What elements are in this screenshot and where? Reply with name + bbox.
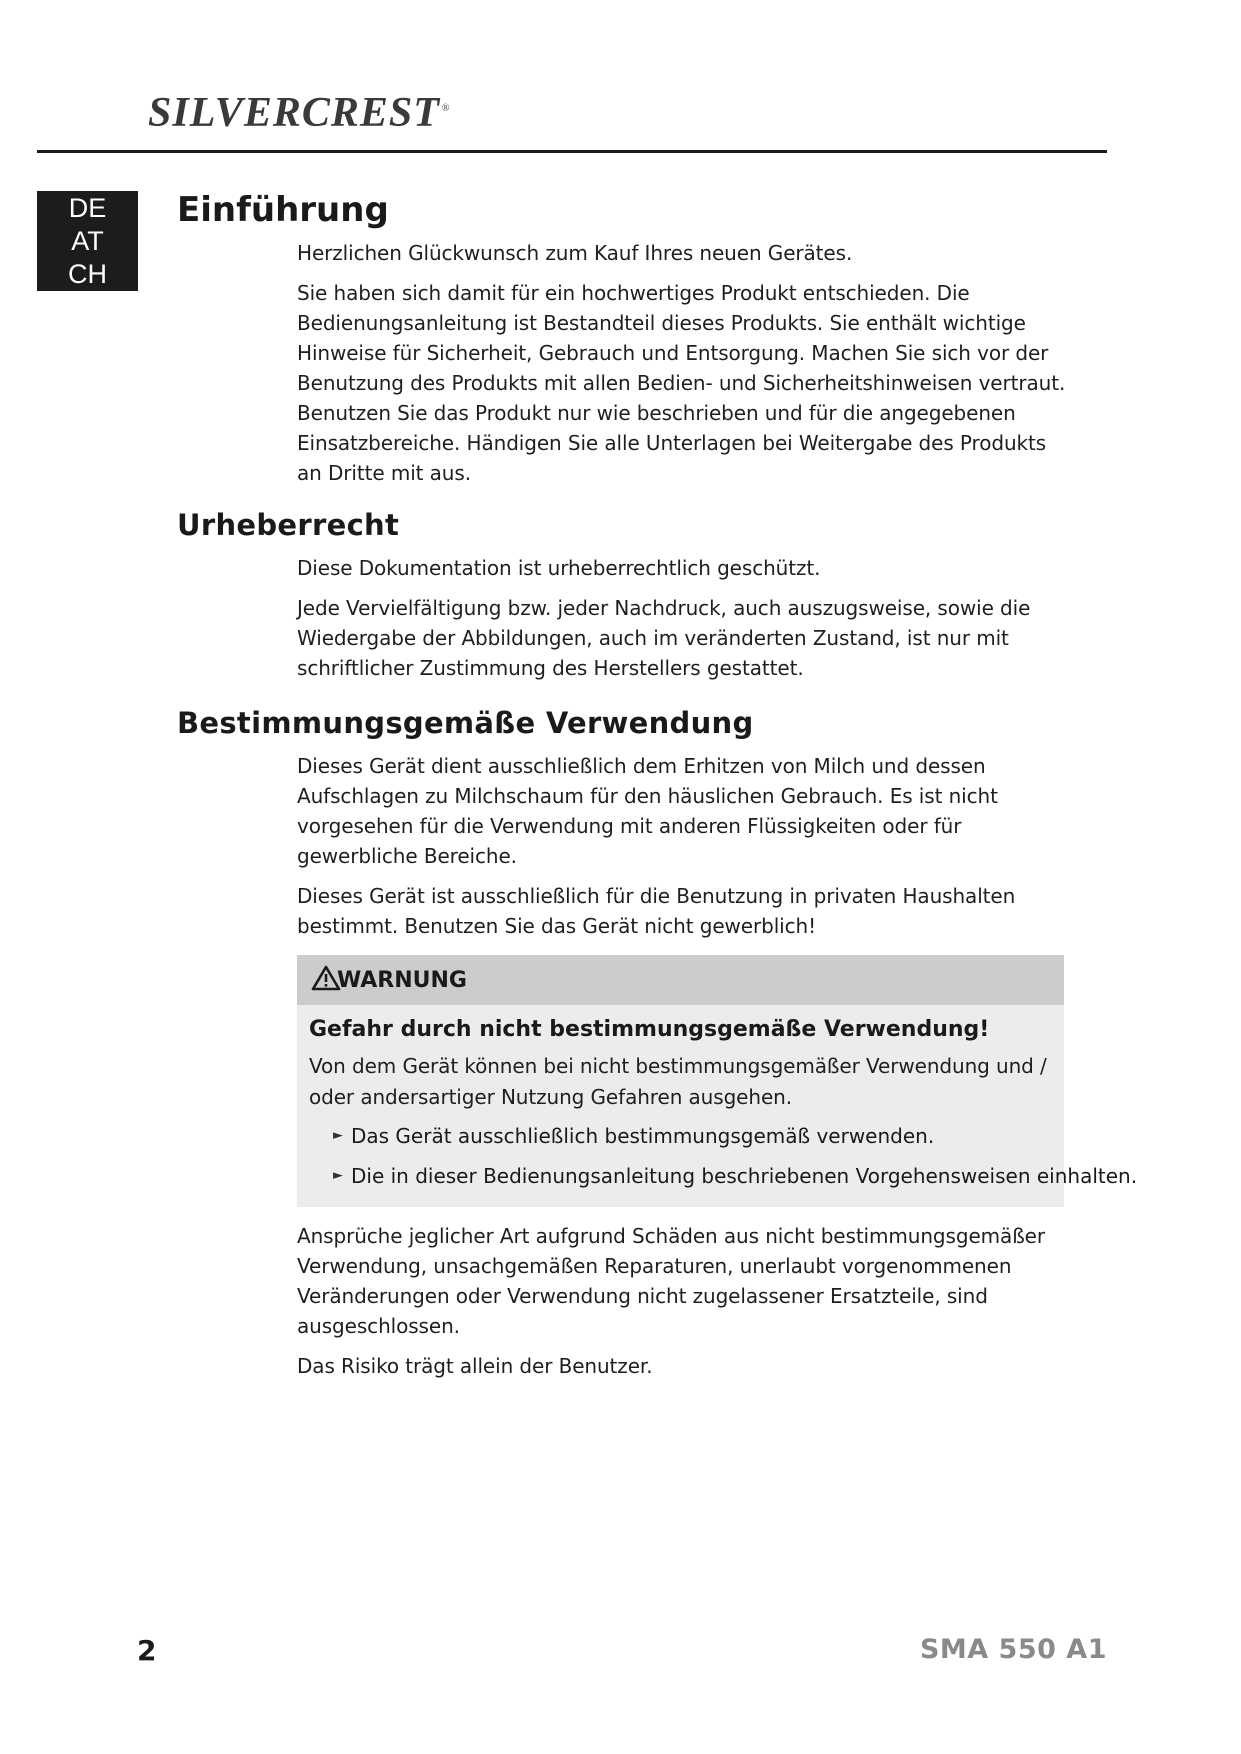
warning-header xyxy=(297,955,1064,1005)
trademark-symbol: ® xyxy=(441,103,451,114)
heading-urheberrecht: Urheberrecht xyxy=(177,508,400,542)
heading-einfuehrung: Einführung xyxy=(177,190,389,230)
intro-body xyxy=(297,238,1077,488)
language-tab xyxy=(37,191,138,291)
copyright-paragraph-1: Diese Dokumentation ist urheberrechtlich geschützt. xyxy=(297,556,821,580)
main-content xyxy=(177,188,1138,1391)
usage-body xyxy=(297,751,1077,941)
brand-name: SILVERCREST xyxy=(148,90,440,136)
warning-text: Von dem Gerät können bei nicht bestimmungsgemäßer Verwendung und / oder andersartiger Nutzung Gefahren ausgehen. xyxy=(309,1054,1047,1109)
arrow-right-icon: ► xyxy=(333,1168,343,1183)
warning-bullet-text: Das Gerät ausschließlich bestimmungsgemäß verwenden. xyxy=(351,1124,935,1148)
page-number: 2 xyxy=(137,1634,157,1667)
header-divider xyxy=(37,150,1107,153)
warning-body xyxy=(297,1005,1138,1207)
model-number: SMA 550 A1 xyxy=(919,1634,1107,1665)
arrow-right-icon: ► xyxy=(333,1128,343,1143)
usage-paragraph-1: Dieses Gerät dient ausschließlich dem Erhitzen von Milch und dessen Aufschlagen zu Milchschaum für den häuslichen Gebrauch. Es ist nicht vorgesehen für die Verwendung mit anderen Flüssigkeiten oder für gewerbliche Bereiche. xyxy=(297,754,998,868)
warning-subtitle: Gefahr durch nicht bestimmungsgemäße Verwendung! xyxy=(309,1017,990,1042)
intro-paragraph-1: Herzlichen Glückwunsch zum Kauf Ihres neuen Gerätes. xyxy=(297,241,853,265)
brand-logo xyxy=(148,92,451,134)
copyright-body xyxy=(297,553,1077,683)
copyright-paragraph-2: Jede Vervielfältigung bzw. jeder Nachdruck, auch auszugsweise, sowie die Wiedergabe der Abbildungen, auch im veränderten Zustand, ist nur mit schriftlicher Zustimmung des Herstellers gestattet. xyxy=(297,596,1031,680)
warning-bullet xyxy=(333,1121,1064,1151)
lang-ch: CH xyxy=(68,258,107,289)
intro-paragraph-2: Sie haben sich damit für ein hochwertiges Produkt entschieden. Die Bedienungsanleitung ist Bestandteil dieses Produkts. Sie enthält wichtige Hinweise für Sicherheit, Gebrauch und Entsorgung. Machen Sie sich vor der Benutzung des Produkts mit allen Bedien- und Sicherheitshinweisen vertraut. Benutzen Sie das Produkt nur wie beschrieben und für die angegebenen Einsatzbereiche. Händigen Sie alle Unterlagen bei Weitergabe des Produkts an Dritte mit aus. xyxy=(297,281,1066,485)
lang-at: AT xyxy=(71,225,104,256)
heading-verwendung: Bestimmungsgemäße Verwendung xyxy=(177,706,754,740)
usage-after-paragraph-2: Das Risiko trägt allein der Benutzer. xyxy=(297,1354,653,1378)
lang-de: DE xyxy=(68,192,107,223)
warning-box xyxy=(297,955,1138,1207)
warning-bullet xyxy=(333,1161,1138,1191)
usage-after-body xyxy=(297,1221,1077,1381)
warning-bullet-text: Die in dieser Bedienungsanleitung beschriebenen Vorgehensweisen einhalten. xyxy=(351,1164,1138,1188)
usage-after-paragraph-1: Ansprüche jeglicher Art aufgrund Schäden aus nicht bestimmungsgemäßer Verwendung, unsachgemäßen Reparaturen, unerlaubt vorgenommenen Veränderungen oder Verwendung nicht zugelassener Ersatzteile, sind ausgeschlossen. xyxy=(297,1224,1046,1338)
warning-title: WARNUNG xyxy=(337,967,467,993)
usage-paragraph-2: Dieses Gerät ist ausschließlich für die Benutzung in privaten Haushalten bestimmt. Benutzen Sie das Gerät nicht gewerblich! xyxy=(297,884,1016,938)
